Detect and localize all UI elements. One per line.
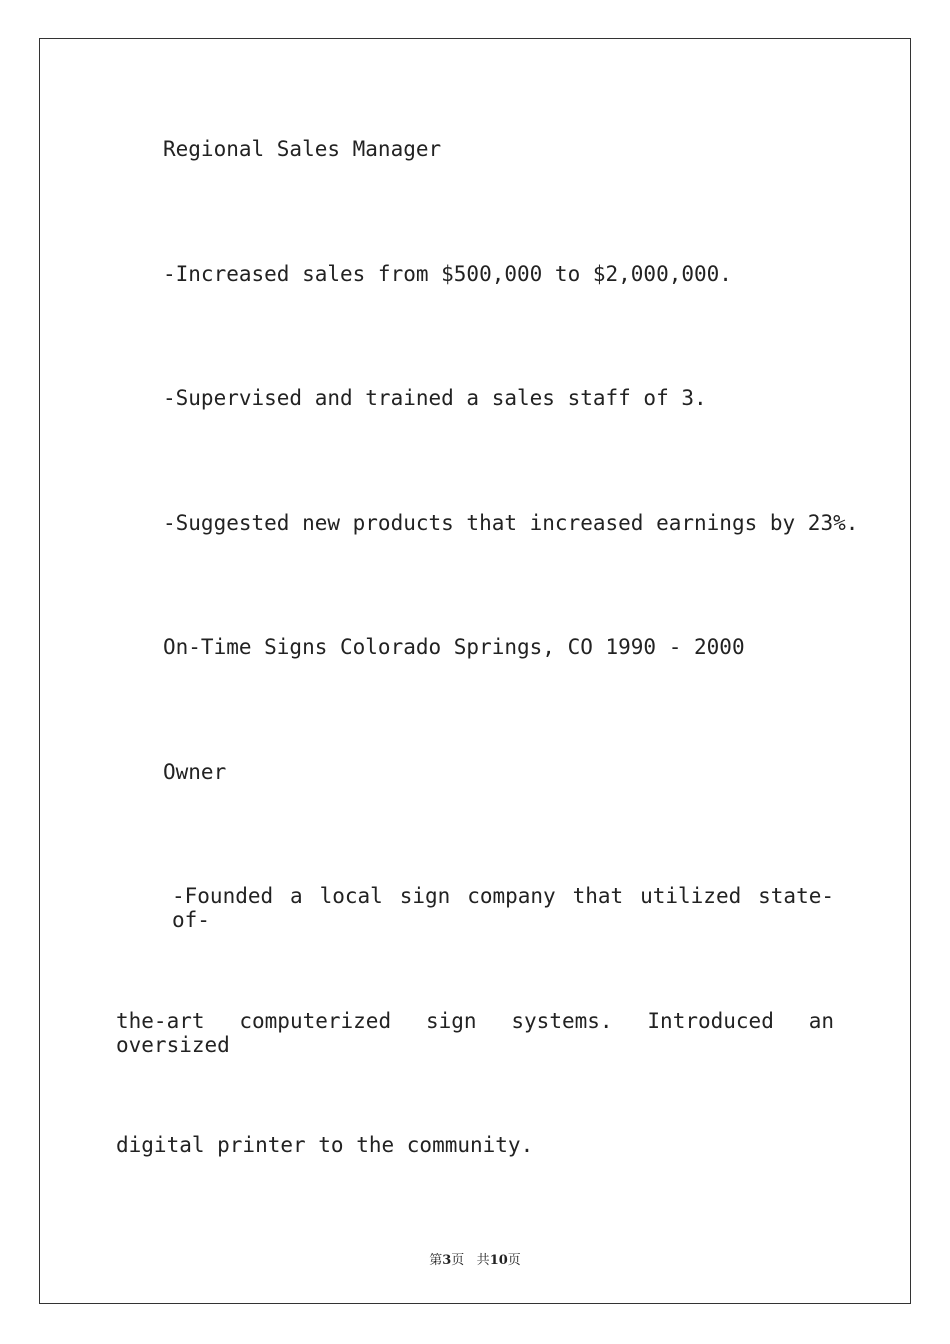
employer-line: On-Time Signs Colorado Springs, CO 1990 - 2000 (163, 635, 745, 659)
page-border (39, 38, 911, 1304)
footer-total-prefix: 共 (476, 1253, 490, 1268)
footer-prefix: 第 (429, 1253, 443, 1268)
owner-title: Owner (163, 760, 227, 784)
bullet-founded-line-2: the-art computerized sign systems. Introduced an oversized (116, 1009, 834, 1057)
footer-page-suffix: 页 (451, 1253, 465, 1268)
bullet-supervised-staff: -Supervised and trained a sales staff of 3. (163, 386, 707, 410)
page-footer (0, 1249, 950, 1268)
bullet-sales-increase: -Increased sales from $500,000 to $2,000,000. (163, 262, 732, 286)
job-title: Regional Sales Manager (163, 137, 442, 161)
footer-current-page: 3 (442, 1253, 452, 1268)
footer-total-suffix: 页 (507, 1253, 521, 1268)
bullet-founded-line-3: digital printer to the community. (116, 1133, 534, 1157)
bullet-founded-line-1: -Founded a local sign company that utilized state-of- (172, 884, 834, 932)
bullet-new-products: -Suggested new products that increased earnings by 23%. (163, 511, 859, 535)
footer-total-pages: 10 (489, 1253, 508, 1268)
